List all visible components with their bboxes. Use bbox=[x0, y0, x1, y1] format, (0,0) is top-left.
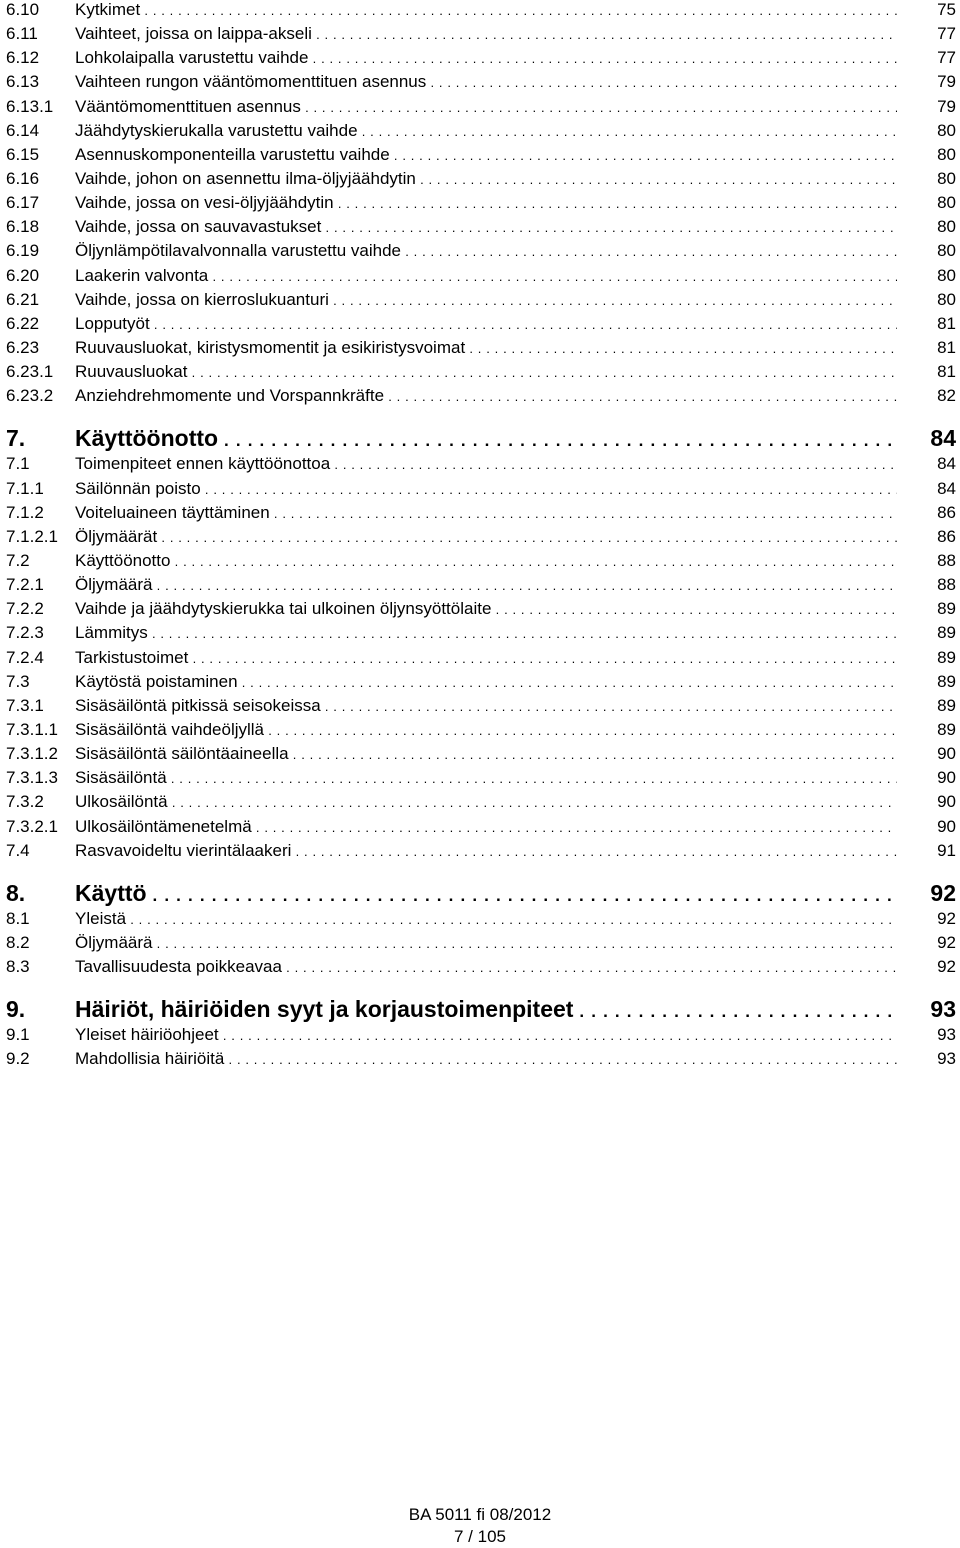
toc-entry-title: Vaihde, jossa on sauvavastukset . . . bbox=[75, 215, 897, 240]
toc-entry-title: Sisäsäilöntä vaihdeöljyllä . . . bbox=[75, 718, 897, 743]
toc-entry-page: 80 bbox=[937, 289, 956, 309]
toc-entry-page: 84 bbox=[930, 425, 956, 452]
toc-entry-page: 77 bbox=[937, 48, 956, 68]
toc-entry-title: Käyttöönotto . . . bbox=[75, 549, 897, 574]
toc-entry[interactable] bbox=[6, 312, 960, 336]
toc-entry[interactable] bbox=[6, 384, 960, 408]
toc-entry-page: 89 bbox=[937, 671, 956, 691]
toc-entry-page: 88 bbox=[937, 550, 956, 570]
document-id: BA 5011 fi 08/2012 bbox=[408, 1505, 552, 1524]
toc-entry[interactable] bbox=[6, 360, 960, 384]
toc-entry-page: 88 bbox=[937, 575, 956, 595]
toc-entry-number: 7.4 bbox=[6, 840, 30, 860]
page-number: 7 / 105 bbox=[454, 1527, 506, 1546]
toc-entry-page: 84 bbox=[937, 478, 956, 498]
toc-entry-page: 77 bbox=[937, 24, 956, 44]
toc-entry-number: 8.3 bbox=[6, 957, 30, 977]
toc-entry-page: 80 bbox=[937, 120, 956, 140]
toc-entry[interactable] bbox=[6, 742, 960, 766]
toc-entry[interactable] bbox=[6, 790, 960, 814]
toc-entry-number: 6.11 bbox=[6, 24, 38, 44]
toc-entry-number: 7.3.2.1 bbox=[6, 816, 58, 836]
toc-entry-page: 92 bbox=[937, 908, 956, 928]
toc-entry-number: 9.2 bbox=[6, 1049, 30, 1069]
toc-entry-page: 75 bbox=[937, 0, 956, 19]
toc-entry-number: 6.15 bbox=[6, 144, 40, 164]
toc-entry-number: 7.3 bbox=[6, 671, 30, 691]
toc-entry[interactable] bbox=[6, 22, 960, 46]
toc-entry-title: Tavallisuudesta poikkeavaa . . . bbox=[75, 955, 897, 980]
toc-entry-page: 89 bbox=[937, 623, 956, 643]
toc-entry-page: 89 bbox=[937, 719, 956, 739]
toc-entry-title: Vaihde, jossa on vesi-öljyjäähdytin . . . bbox=[75, 191, 897, 216]
toc-entry[interactable] bbox=[6, 70, 960, 94]
toc-entry-number: 9. bbox=[6, 996, 26, 1023]
toc-entry-page: 86 bbox=[937, 526, 956, 546]
toc-entry-number: 7.3.1.2 bbox=[6, 744, 58, 764]
toc-entry[interactable] bbox=[6, 955, 960, 979]
toc-entry-page: 91 bbox=[937, 840, 956, 860]
toc-entry[interactable] bbox=[6, 766, 960, 790]
toc-entry-number: 7.3.2 bbox=[6, 792, 44, 812]
toc-entry-number: 6.18 bbox=[6, 217, 40, 237]
toc-entry-page: 80 bbox=[937, 241, 956, 261]
toc-entry-title: Lämmitys . . . bbox=[75, 621, 897, 646]
toc-entry[interactable] bbox=[6, 0, 960, 22]
toc-entry-title: Voiteluaineen täyttäminen . . . bbox=[75, 501, 897, 526]
toc-entry-number: 6.21 bbox=[6, 289, 40, 309]
toc-entry-number: 6.13.1 bbox=[6, 96, 54, 116]
toc-entry[interactable] bbox=[6, 477, 960, 501]
toc-entry-title: Vaihteen rungon vääntömomenttituen asennus . . . bbox=[75, 70, 897, 95]
toc-entry-number: 7.3.1.1 bbox=[6, 719, 58, 739]
toc-entry-number: 6.23.1 bbox=[6, 362, 54, 382]
toc-entry-title: Ruuvausluokat . . . bbox=[75, 360, 897, 385]
toc-chapter-entry[interactable] bbox=[6, 863, 960, 907]
toc-chapter-entry[interactable] bbox=[6, 979, 960, 1023]
toc-entry-title: Häiriöt, häiriöiden syyt ja korjaustoimenpiteet . . . bbox=[75, 979, 897, 1042]
toc-entry-page: 80 bbox=[937, 144, 956, 164]
toc-entry-title: Öljymäärä . . . bbox=[75, 573, 897, 598]
toc-entry-page: 90 bbox=[937, 744, 956, 764]
toc-entry-title: Ruuvausluokat, kiristysmomentit ja esikiristysvoimat . . . bbox=[75, 336, 897, 361]
toc-entry-number: 8.1 bbox=[6, 908, 30, 928]
toc-entry-page: 90 bbox=[937, 816, 956, 836]
toc-entry[interactable] bbox=[6, 143, 960, 167]
toc-entry-number: 8. bbox=[6, 879, 26, 906]
toc-entry[interactable] bbox=[6, 336, 960, 360]
toc-entry-title: Sisäsäilöntä pitkissä seisokeissa . . . bbox=[75, 694, 897, 719]
toc-entry-number: 6.14 bbox=[6, 120, 40, 140]
toc-entry-title: Toimenpiteet ennen käyttöönottoa . . . bbox=[75, 452, 897, 477]
toc-entry-page: 89 bbox=[937, 647, 956, 667]
toc-entry-title: Jäähdytyskierukalla varustettu vaihde . . . bbox=[75, 119, 897, 144]
toc-entry-title: Rasvavoideltu vierintälaakeri . . . bbox=[75, 839, 897, 864]
toc-entry[interactable] bbox=[6, 191, 960, 215]
toc-entry[interactable] bbox=[6, 718, 960, 742]
toc-entry-number: 8.2 bbox=[6, 932, 30, 952]
toc-entry-number: 9.1 bbox=[6, 1025, 30, 1045]
table-of-contents bbox=[6, 0, 960, 1071]
toc-entry[interactable] bbox=[6, 1047, 960, 1071]
toc-entry[interactable] bbox=[6, 167, 960, 191]
toc-entry-title: Vaihde ja jäähdytyskierukka tai ulkoinen öljynsyöttölaite . . . bbox=[75, 597, 897, 622]
toc-entry-page: 93 bbox=[937, 1025, 956, 1045]
toc-entry-title: Öljymäärä . . . bbox=[75, 931, 897, 956]
toc-entry-number: 7.2.4 bbox=[6, 647, 44, 667]
toc-entry-page: 93 bbox=[930, 996, 956, 1023]
toc-entry-number: 7.2.2 bbox=[6, 599, 44, 619]
toc-entry-title: Vaihde, johon on asennettu ilma-öljyjäähdytin . . . bbox=[75, 167, 897, 192]
toc-entry-title: Öljynlämpötilavalvonnalla varustettu vaihde . . . bbox=[75, 239, 897, 264]
toc-entry-number: 7.1.2.1 bbox=[6, 526, 58, 546]
toc-entry-title: Anziehdrehmomente und Vorspannkräfte . . . bbox=[75, 384, 897, 409]
toc-entry-title: Lopputyöt . . . bbox=[75, 312, 897, 337]
toc-entry-title: Vääntömomenttituen asennus . . . bbox=[75, 95, 897, 120]
toc-entry[interactable] bbox=[6, 597, 960, 621]
toc-entry-title: Sisäsäilöntä säilöntäaineella . . . bbox=[75, 742, 897, 767]
toc-entry-number: 6.17 bbox=[6, 193, 40, 213]
toc-entry-page: 82 bbox=[937, 386, 956, 406]
toc-entry-page: 80 bbox=[937, 265, 956, 285]
toc-entry-title: Vaihde, jossa on kierroslukuanturi . . . bbox=[75, 288, 897, 313]
toc-entry[interactable] bbox=[6, 670, 960, 694]
toc-entry-page: 84 bbox=[937, 454, 956, 474]
toc-entry[interactable] bbox=[6, 239, 960, 263]
toc-entry-title: Sisäsäilöntä . . . bbox=[75, 766, 897, 791]
toc-entry-page: 81 bbox=[937, 337, 956, 357]
toc-entry-number: 7.3.1.3 bbox=[6, 768, 58, 788]
toc-entry-number: 6.20 bbox=[6, 265, 40, 285]
toc-entry-title: Laakerin valvonta . . . bbox=[75, 264, 897, 289]
toc-entry-page: 81 bbox=[937, 313, 956, 333]
toc-entry-page: 92 bbox=[937, 957, 956, 977]
toc-entry-number: 7. bbox=[6, 425, 26, 452]
toc-entry[interactable] bbox=[6, 501, 960, 525]
toc-entry[interactable] bbox=[6, 215, 960, 239]
toc-entry-number: 7.2.1 bbox=[6, 575, 44, 595]
toc-entry-title: Säilönnän poisto . . . bbox=[75, 477, 897, 502]
toc-entry-page: 92 bbox=[937, 932, 956, 952]
toc-entry-number: 7.3.1 bbox=[6, 695, 44, 715]
toc-entry-title: Käyttö . . . bbox=[75, 863, 897, 926]
toc-entry[interactable] bbox=[6, 839, 960, 863]
toc-entry-title: Asennuskomponenteilla varustettu vaihde . . . bbox=[75, 143, 897, 168]
toc-entry[interactable] bbox=[6, 264, 960, 288]
toc-entry-page: 79 bbox=[937, 96, 956, 116]
toc-entry-page: 80 bbox=[937, 168, 956, 188]
toc-entry-page: 80 bbox=[937, 217, 956, 237]
toc-chapter-entry[interactable] bbox=[6, 408, 960, 452]
toc-entry[interactable] bbox=[6, 1023, 960, 1047]
toc-entry[interactable] bbox=[6, 815, 960, 839]
toc-entry-number: 6.12 bbox=[6, 48, 40, 68]
toc-entry-page: 81 bbox=[937, 362, 956, 382]
toc-entry-page: 86 bbox=[937, 502, 956, 522]
toc-entry-page: 93 bbox=[937, 1049, 956, 1069]
toc-entry[interactable] bbox=[6, 621, 960, 645]
toc-entry-title: Käyttöönotto . . . bbox=[75, 408, 897, 471]
toc-entry-page: 92 bbox=[930, 879, 956, 906]
toc-entry[interactable] bbox=[6, 931, 960, 955]
toc-entry[interactable] bbox=[6, 119, 960, 143]
toc-entry-title: Yleistä . . . bbox=[75, 907, 897, 932]
toc-entry-number: 7.1 bbox=[6, 454, 30, 474]
toc-entry-number: 6.13 bbox=[6, 72, 40, 92]
toc-entry-number: 6.10 bbox=[6, 0, 40, 19]
toc-entry[interactable] bbox=[6, 646, 960, 670]
toc-entry[interactable] bbox=[6, 46, 960, 70]
toc-entry-number: 6.16 bbox=[6, 168, 40, 188]
toc-entry-page: 79 bbox=[937, 72, 956, 92]
toc-entry[interactable] bbox=[6, 549, 960, 573]
toc-entry[interactable] bbox=[6, 573, 960, 597]
toc-entry-number: 6.19 bbox=[6, 241, 40, 261]
toc-entry-number: 7.1.1 bbox=[6, 478, 44, 498]
toc-entry-title: Tarkistustoimet . . . bbox=[75, 646, 897, 671]
toc-entry-number: 7.1.2 bbox=[6, 502, 44, 522]
toc-entry[interactable] bbox=[6, 95, 960, 119]
page-footer bbox=[0, 1504, 960, 1548]
toc-entry-title: Öljymäärät . . . bbox=[75, 525, 897, 550]
toc-entry-page: 90 bbox=[937, 768, 956, 788]
toc-entry-number: 7.2.3 bbox=[6, 623, 44, 643]
toc-entry-page: 80 bbox=[937, 193, 956, 213]
toc-entry-number: 6.22 bbox=[6, 313, 40, 333]
toc-entry[interactable] bbox=[6, 288, 960, 312]
toc-entry-title: Ulkosäilöntämenetelmä . . . bbox=[75, 815, 897, 840]
toc-entry-page: 89 bbox=[937, 695, 956, 715]
toc-entry-title: Kytkimet . . . bbox=[75, 0, 897, 23]
toc-entry[interactable] bbox=[6, 525, 960, 549]
toc-entry-title: Ulkosäilöntä . . . bbox=[75, 790, 897, 815]
toc-entry[interactable] bbox=[6, 452, 960, 476]
toc-entry[interactable] bbox=[6, 694, 960, 718]
toc-entry-number: 6.23 bbox=[6, 337, 40, 357]
toc-entry-title: Yleiset häiriöohjeet . . . bbox=[75, 1023, 897, 1048]
toc-entry[interactable] bbox=[6, 907, 960, 931]
toc-entry-page: 90 bbox=[937, 792, 956, 812]
toc-entry-number: 6.23.2 bbox=[6, 386, 54, 406]
toc-entry-number: 7.2 bbox=[6, 550, 30, 570]
toc-entry-page: 89 bbox=[937, 599, 956, 619]
toc-entry-title: Mahdollisia häiriöitä . . . bbox=[75, 1047, 897, 1072]
toc-entry-title: Vaihteet, joissa on laippa-akseli . . . bbox=[75, 22, 897, 47]
toc-entry-title: Käytöstä poistaminen . . . bbox=[75, 670, 897, 695]
toc-entry-title: Lohkolaipalla varustettu vaihde . . . bbox=[75, 46, 897, 71]
